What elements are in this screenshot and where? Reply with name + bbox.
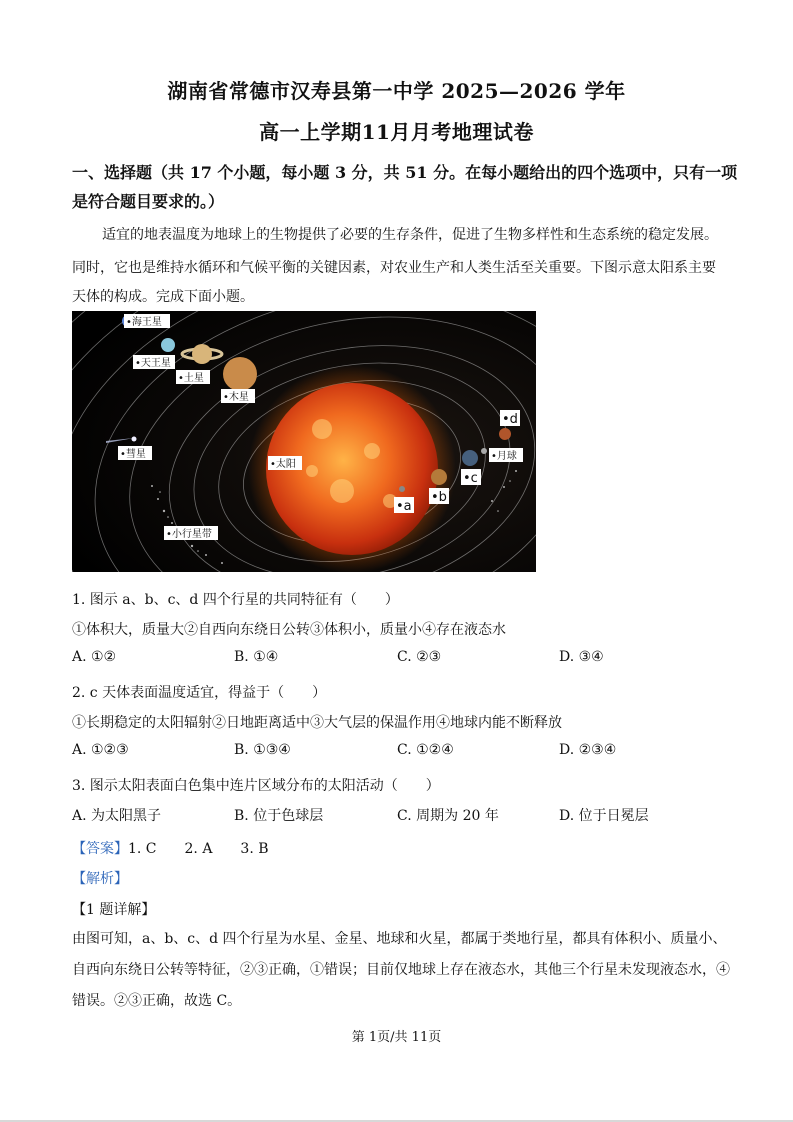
q3-option-a: A. 为太阳黑子 <box>72 808 162 824</box>
analysis-tag: 【解析】 <box>72 871 128 887</box>
label-uranus: •天王星 <box>135 358 171 369</box>
label-b: •b <box>431 490 447 505</box>
analysis-line2: 自西向东绕日公转等特征，②③正确，①错误；目前仅地球上存在液态水，其他三个行星未发现液态水，④ <box>72 962 730 978</box>
doc-title-line1: 湖南省常德市汉寿县第一中学 2025—2026 学年 <box>167 79 626 103</box>
label-asteroid-belt: •小行星带 <box>166 529 212 540</box>
label-neptune: •海王星 <box>126 317 162 328</box>
q1-option-d: D. ③④ <box>559 649 604 665</box>
label-d: •d <box>502 412 518 427</box>
q3-option-c: C. 周期为 20 年 <box>397 808 499 824</box>
label-a: •a <box>396 499 412 514</box>
q1-option-a: A. ①② <box>72 649 117 665</box>
answer-line <box>72 838 269 858</box>
q3-option-d: D. 位于日冕层 <box>559 808 649 824</box>
q2-option-b: B. ①③④ <box>234 742 291 758</box>
q1-statement: ①体积大，质量大②自西向东绕日公转③体积小，质量小④存在液态水 <box>72 622 506 638</box>
label-saturn: •土星 <box>178 373 204 384</box>
q2-stem: 2. c 天体表面温度适宜，得益于（ ） <box>72 685 327 701</box>
q3-option-b: B. 位于色球层 <box>234 808 324 824</box>
label-c: •c <box>463 471 478 486</box>
page-footer: 第 1页/共 11页 <box>351 1030 442 1045</box>
intro-line2: 同时，它也是维持水循环和气候平衡的关键因素，对农业生产和人类生活至关重要。下图示意太阳系主要 <box>72 260 716 276</box>
q2-option-c: C. ①②④ <box>397 742 454 758</box>
q3-stem: 3. 图示太阳表面白色集中连片区域分布的太阳活动（ ） <box>72 778 440 794</box>
intro-line3: 天体的构成。完成下面小题。 <box>72 289 254 305</box>
analysis-subheading: 【1 题详解】 <box>72 902 156 918</box>
analysis-line1: 由图可知，a、b、c、d 四个行星为水星、金星、地球和火星，都属于类地行星，都具有体积小、质量小、 <box>72 931 727 947</box>
q2-option-a: A. ①②③ <box>72 742 129 758</box>
label-jupiter: •木星 <box>223 392 249 403</box>
label-moon: •月球 <box>491 451 517 462</box>
answer-tag: 【答案】 <box>72 841 128 857</box>
q1-option-c: C. ②③ <box>397 649 442 665</box>
solar-system-figure <box>72 311 536 572</box>
q2-option-d: D. ②③④ <box>559 742 617 758</box>
q1-stem: 1. 图示 a、b、c、d 四个行星的共同特征有（ ） <box>72 592 399 608</box>
label-sun: •太阳 <box>270 459 296 470</box>
intro-line1: 适宜的地表温度为地球上的生物提供了必要的生存条件，促进了生物多样性和生态系统的稳定发展。 <box>102 227 718 243</box>
doc-title-line2: 高一上学期11月月考地理试卷 <box>259 120 534 144</box>
q2-statement: ①长期稳定的太阳辐射②日地距离适中③大气层的保温作用④地球内能不断释放 <box>72 715 562 731</box>
label-comet: •彗星 <box>120 449 146 460</box>
section-heading-line2: 是符合题目要求的。） <box>72 192 225 211</box>
analysis-line3: 错误。②③正确，故选 C。 <box>72 993 242 1009</box>
section-heading-line1: 一、选择题（共 17 个小题，每小题 3 分，共 51 分。在每小题给出的四个选项中，只有一项 <box>72 163 738 182</box>
answer-text: 1. C 2. A 3. B <box>128 841 269 857</box>
q1-option-b: B. ①④ <box>234 649 279 665</box>
